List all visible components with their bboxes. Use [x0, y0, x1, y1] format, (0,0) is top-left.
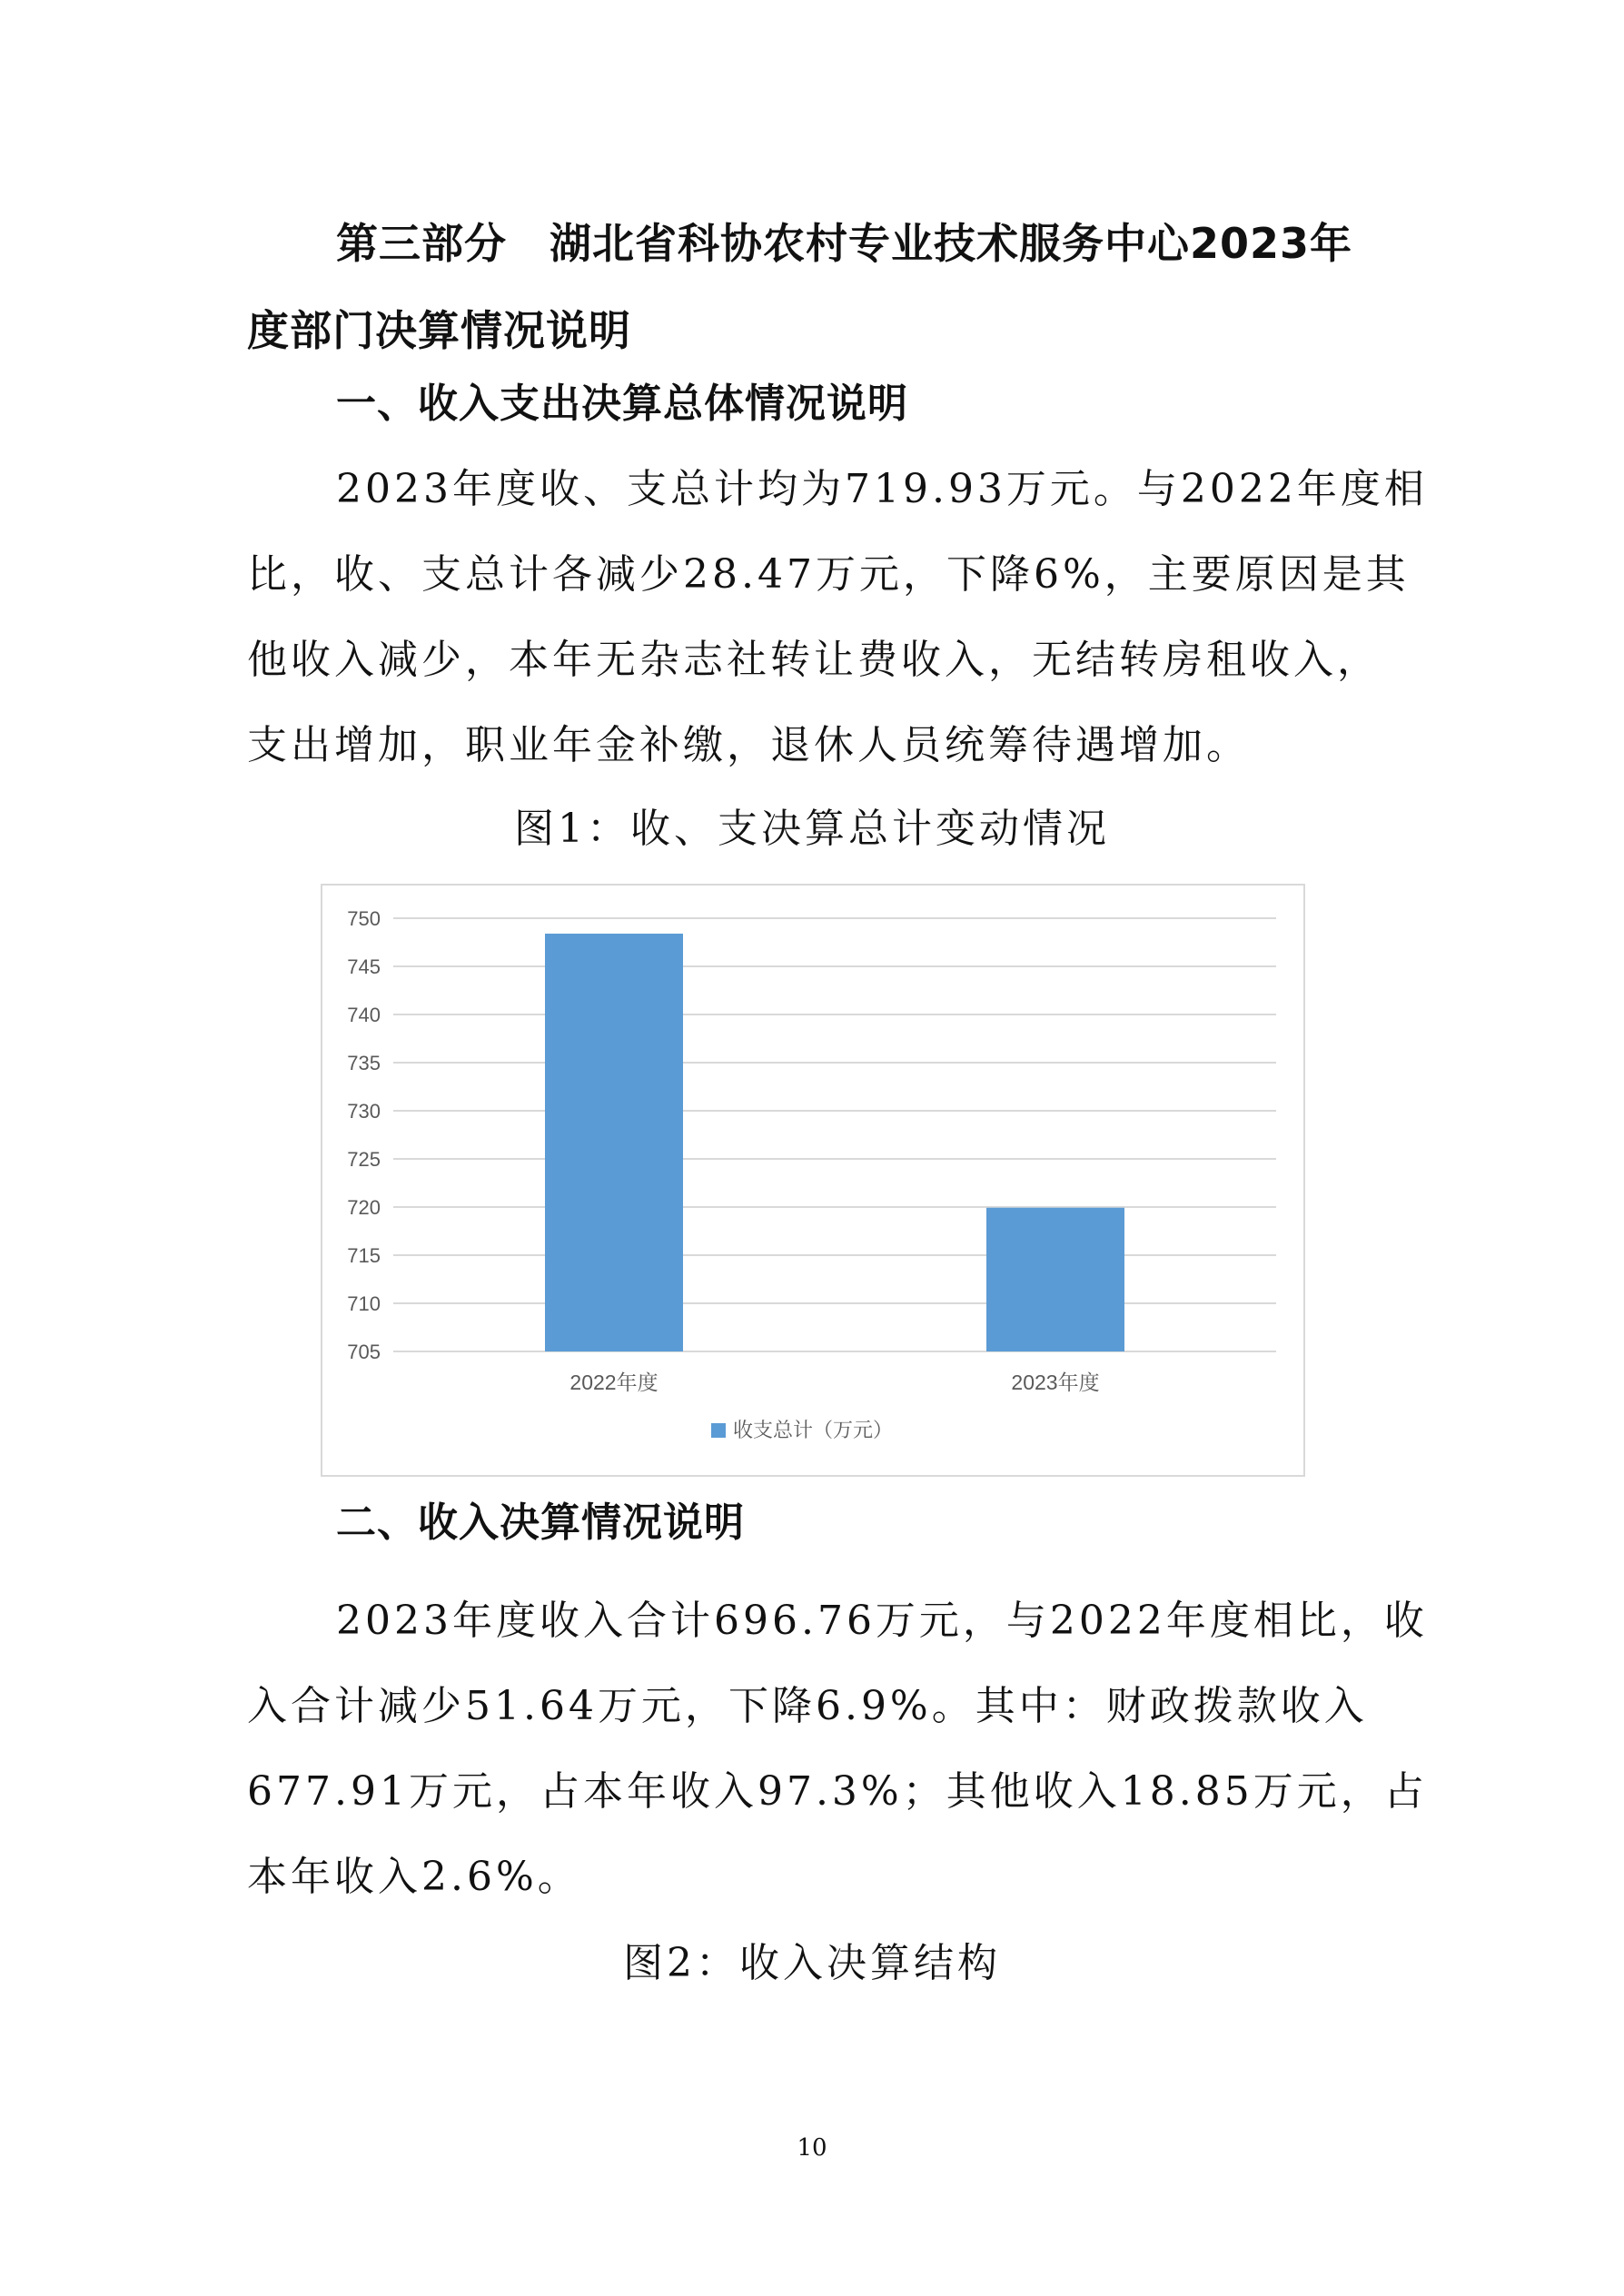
figure2-caption: 图2：收入决算结构: [623, 1940, 1001, 1986]
section2-line-2: 入合计减少51.64万元，下降6.9%。其中：财政拨款收入: [247, 1683, 1368, 1729]
y-tick-label: 735: [347, 1052, 381, 1074]
y-tick-label: 710: [347, 1292, 381, 1315]
legend-label: 收支总计（万元）: [733, 1420, 894, 1442]
section2-line-1: 2023年度收入合计696.76万元，与2022年度相比，收: [336, 1598, 1428, 1644]
y-tick-label: 740: [347, 1004, 381, 1026]
section1-line-2: 比，收、支总计各减少28.47万元，下降6%，主要原因是其: [247, 551, 1410, 598]
section2-line-3: 677.91万元，占本年收入97.3%；其他收入18.85万元，占: [247, 1768, 1428, 1815]
y-tick-label: 705: [347, 1341, 381, 1363]
section1-heading: 一、收入支出决算总体情况说明: [336, 381, 908, 427]
y-tick-label: 715: [347, 1244, 381, 1267]
y-tick-label: 725: [347, 1148, 381, 1171]
section1-line-3: 他收入减少，本年无杂志社转让费收入，无结转房租收入，: [247, 637, 1381, 683]
x-tick-label: 2023年度: [1011, 1371, 1100, 1394]
bar: [545, 934, 683, 1351]
bar-chart-container: [321, 884, 1305, 1477]
section2-line-4: 本年收入2.6%。: [247, 1854, 581, 1900]
bar-chart: [322, 886, 1303, 1475]
y-tick-label: 750: [347, 907, 381, 930]
page-number: 10: [797, 2134, 827, 2162]
title-line-2: 度部门决算情况说明: [247, 306, 631, 355]
y-tick-label: 720: [347, 1196, 381, 1219]
y-tick-label: 730: [347, 1100, 381, 1123]
section1-line-1: 2023年度收、支总计均为719.93万元。与2022年度相: [336, 466, 1428, 512]
bar: [986, 1208, 1124, 1351]
section2-heading: 二、收入决算情况说明: [336, 1499, 745, 1546]
figure1-caption: 图1：收、支决算总计变动情况: [514, 806, 1110, 852]
section1-line-4: 支出增加，职业年金补缴，退休人员统筹待遇增加。: [247, 722, 1250, 768]
y-tick-label: 745: [347, 955, 381, 978]
x-tick-label: 2022年度: [569, 1371, 659, 1394]
legend-swatch: [711, 1423, 726, 1438]
title-line-1: 第三部分 湖北省科协农村专业技术服务中心2023年: [336, 219, 1353, 268]
